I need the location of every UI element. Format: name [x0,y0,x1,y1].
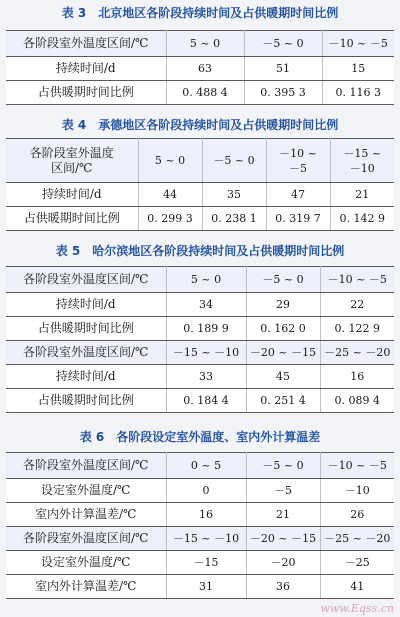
table-cell: 0. 238 1 [202,207,266,231]
table-cell: 0. 189 9 [166,317,246,341]
table-cell: 各阶段室外温度区间/℃ [6,31,166,57]
table-row [6,389,394,413]
table-row [6,527,394,551]
table5 [6,266,394,413]
table-row [6,207,394,231]
table-cell: 0. 162 0 [246,317,320,341]
table-cell: 各阶段室外温度区间/℃ [6,267,166,293]
table-cell: 29 [246,293,320,317]
table-cell: 35 [202,183,266,207]
table-cell: 室内外计算温差/℃ [6,575,166,599]
table-cell: 45 [246,365,320,389]
cell-line: －10 [349,161,375,175]
table-cell: 持续时间/d [6,293,166,317]
table-cell: －20 ~ －15 [246,341,320,365]
table-cell: 22 [320,293,394,317]
table-cell: 占供暖期时间比例 [6,81,166,105]
table-row [6,453,394,479]
table-cell: 16 [166,503,246,527]
table-cell: 44 [138,183,202,207]
table-cell: 各阶段室外温度区间/℃ [6,453,166,479]
table-cell: －10 [320,479,394,503]
table-cell: 34 [166,293,246,317]
table-cell: 占供暖期时间比例 [6,207,138,231]
table-cell: 0. 395 3 [244,81,322,105]
table-cell: 占供暖期时间比例 [6,389,166,413]
table-row [6,479,394,503]
table-cell: 5 ~ 0 [166,267,246,293]
table-row [6,575,394,599]
table-row [6,317,394,341]
table-cell: 0. 116 3 [322,81,394,105]
table6 [6,452,394,599]
table4 [6,138,394,231]
table-cell: －15 ~ －10 [166,341,246,365]
cell-line: －5 [289,161,307,175]
table-cell: 持续时间/d [6,57,166,81]
cell-line: －10 ~ [279,146,317,160]
watermark: www.Eqss.cn [320,602,394,615]
table-cell: 36 [246,575,320,599]
table-cell: 室内外计算温差/℃ [6,503,166,527]
table-row [6,293,394,317]
cell-line: －15 ~ [343,146,382,160]
table-cell: 各阶段室外温度区间/℃ [6,527,166,551]
table-row [6,341,394,365]
table-row [6,365,394,389]
table-cell: 47 [266,183,330,207]
table-row [6,267,394,293]
table-cell: －5 ~ 0 [202,139,266,183]
table-cell: －10 ~ －5 [322,31,394,57]
cell-line: 各阶段室外温度 [29,145,114,160]
table-cell: －20 ~ －15 [246,527,320,551]
table3-caption: 表 3 北京地区各阶段持续时间及占供暖期时间比例 [61,6,339,20]
table-cell: －25 ~ －20 [320,527,394,551]
table-cell: 31 [166,575,246,599]
table-cell: 占供暖期时间比例 [6,317,166,341]
table-cell: 33 [166,365,246,389]
table-cell: －5 ~ 0 [246,453,320,479]
table-cell: 5 ~ 0 [166,31,244,57]
table-cell: 设定室外温度/℃ [6,479,166,503]
table-row [6,183,394,207]
table-cell: －25 [320,551,394,575]
table-cell: －10 ~ －5 [320,453,394,479]
table6-caption: 表 6 各阶段设定室外温度、室内外计算温差 [79,430,321,444]
table-row [6,503,394,527]
table-cell: －15 [166,551,246,575]
table-cell [266,139,330,183]
table-cell: 15 [322,57,394,81]
table-cell: 0. 488 4 [166,81,244,105]
table-cell: 0. 319 7 [266,207,330,231]
table-cell: 0. 184 4 [166,389,246,413]
table-cell: 41 [320,575,394,599]
table-row [6,81,394,105]
table4-caption: 表 4 承德地区各阶段持续时间及占供暖期时间比例 [61,118,339,132]
table-cell: －15 ~ －10 [166,527,246,551]
cell-line: 区间/℃ [51,160,93,175]
table-cell: 21 [246,503,320,527]
table-row [6,551,394,575]
table-cell: 0. 142 9 [330,207,394,231]
table-cell: 21 [330,183,394,207]
table-row [6,139,394,183]
table-cell: 5 ~ 0 [138,139,202,183]
table-cell: 0. 251 4 [246,389,320,413]
table-cell: －5 [246,479,320,503]
table-cell: 各阶段室外温度区间/℃ [6,341,166,365]
table-cell: －25 ~ －20 [320,341,394,365]
table-cell: －20 [246,551,320,575]
table-cell: 0 [166,479,246,503]
table-cell: 63 [166,57,244,81]
table-cell: －5 ~ 0 [246,267,320,293]
table-row [6,31,394,57]
table-cell: 0. 089 4 [320,389,394,413]
table-cell: －5 ~ 0 [244,31,322,57]
table-cell: 0 ~ 5 [166,453,246,479]
table-cell: 0. 122 9 [320,317,394,341]
table-cell [6,139,138,183]
table-cell [330,139,394,183]
table3 [6,30,394,105]
table-row [6,57,394,81]
table5-caption: 表 5 哈尔滨地区各阶段持续时间及占供暖期时间比例 [55,244,345,258]
table-cell: －10 ~ －5 [320,267,394,293]
table-cell: 26 [320,503,394,527]
table-cell: 持续时间/d [6,183,138,207]
table-cell: 0. 299 3 [138,207,202,231]
table-cell: 16 [320,365,394,389]
table-cell: 持续时间/d [6,365,166,389]
table-cell: 设定室外温度/℃ [6,551,166,575]
table-cell: 51 [244,57,322,81]
